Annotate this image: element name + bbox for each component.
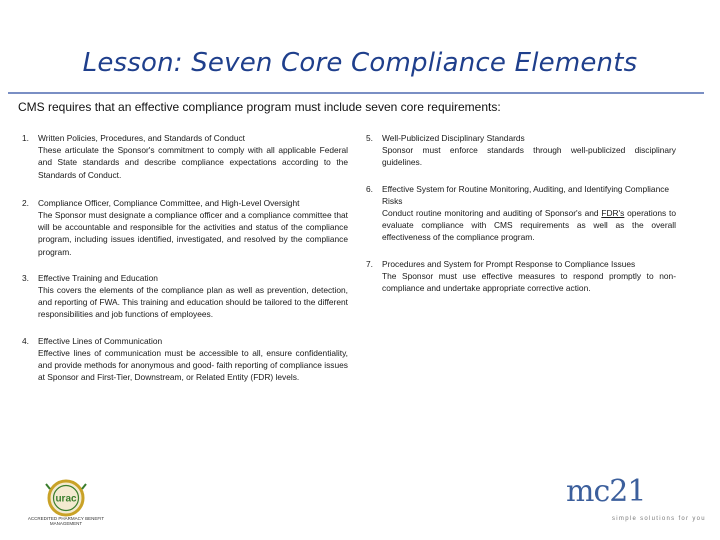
item-number: 5. (366, 133, 373, 143)
page-title: Lesson: Seven Core Compliance Elements (82, 48, 638, 78)
item-heading: Written Policies, Procedures, and Standards of Conduct (38, 133, 246, 143)
item-heading: Procedures and System for Prompt Response to Compliance Issues (382, 258, 636, 269)
fdr-underlined-text: FDR's (601, 208, 625, 219)
list-item (366, 132, 676, 169)
list-item (22, 197, 348, 258)
item-heading: Effective System for Routine Monitoring, Auditing, and Identifying Compliance Risks (382, 183, 670, 206)
item-heading: Well-Publicized Disciplinary Standards (382, 133, 525, 143)
title-divider (8, 92, 704, 94)
left-column (22, 132, 348, 397)
item-description-part: operations to evaluate compliance with CMS requirements as well as the overall effectiveness of the compliance program. (382, 208, 676, 243)
item-description: These articulate the Sponsor's commitment to comply with all applicable Federal and State standards and describe compliance expectations according to the Standards of Conduct. (38, 145, 348, 180)
intro-text: CMS requires that an effective compliance program must include seven core requirements: (18, 100, 501, 114)
item-description (382, 207, 676, 244)
item-number: 6. (366, 183, 373, 194)
item-description: Effective lines of communication must be accessible to all, ensure confidentiality, and provide methods for anonymous and good- faith reporting of compliance issues at Sponsor and First-Tier, Downstream, or Related Entity (FDR) levels. (38, 347, 348, 383)
list-item (22, 272, 348, 321)
list-item (366, 258, 676, 295)
right-column (366, 132, 676, 308)
item-heading: Compliance Officer, Compliance Committee, and High-Level Oversight (38, 197, 300, 208)
mc21-logo (566, 474, 645, 509)
svg-text:urac: urac (55, 493, 77, 505)
item-description-part: Conduct routine monitoring and auditing of Sponsor's and (382, 208, 602, 219)
item-description: The Sponsor must designate a compliance officer and a compliance committee that will be accountable and responsible for the activities and status of the compliance program, including issues identified, investigated, and resolved by the compliance program. (38, 210, 348, 257)
tagline: simple solutions for you (612, 516, 706, 522)
item-number: 4. (22, 335, 29, 346)
list-item (22, 335, 348, 384)
urac-subtitle: ACCREDITED PHARMACY BENEFIT MANAGEMENT (27, 516, 105, 526)
item-heading: Effective Lines of Communication (38, 335, 163, 346)
list-item (22, 132, 348, 181)
item-number: 3. (22, 272, 29, 283)
item-heading: Effective Training and Education (38, 272, 158, 283)
item-description: Sponsor must enforce standards through well-publicized disciplinary guidelines. (382, 145, 676, 168)
item-number: 1. (22, 133, 29, 143)
item-description: This covers the elements of the compliance plan as well as prevention, detection, and reporting of FWA. This training and education should be tailored to the different responsibilities and job functions of employees. (38, 285, 348, 320)
item-number: 2. (22, 197, 29, 208)
mc21-logo-text: mc21 (566, 474, 646, 509)
item-description: The Sponsor must use effective measures to respond promptly to non-compliance and undertake appropriate corrective action. (382, 270, 676, 294)
item-number: 7. (366, 258, 373, 269)
list-item (366, 183, 676, 244)
